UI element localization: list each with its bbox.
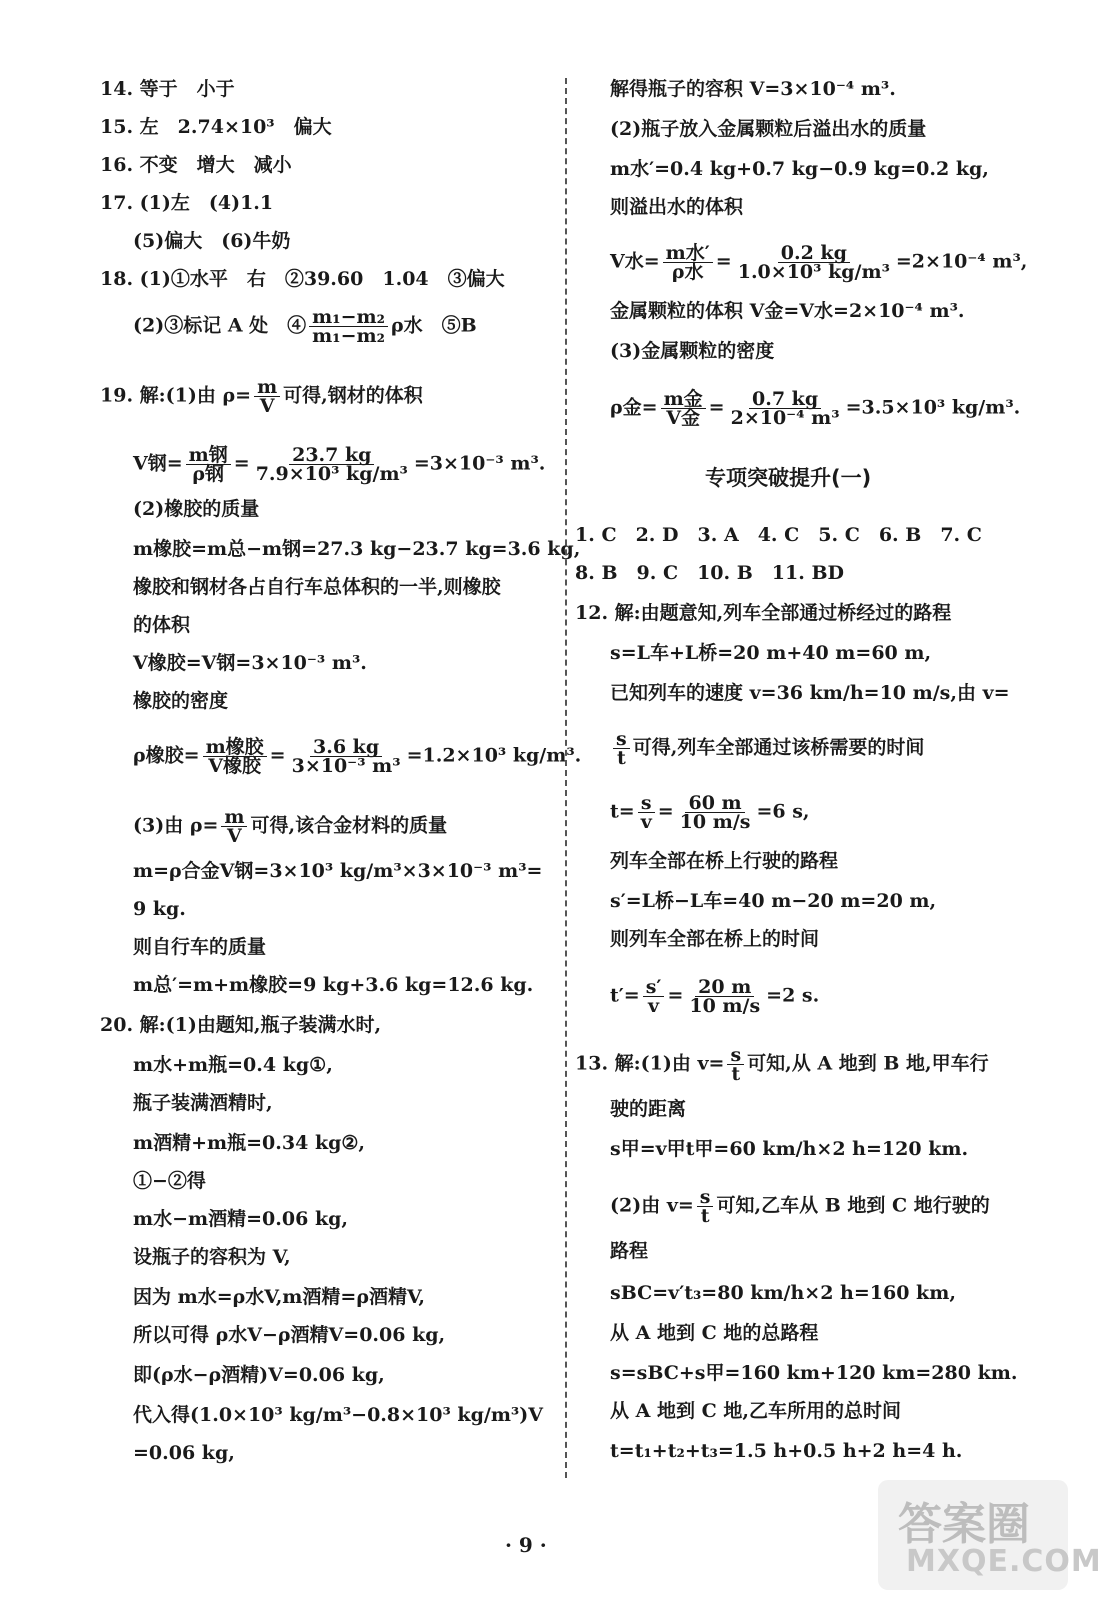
formula-v-gang: V钢= $\frac{\text{m钢}}{\text{ρ钢}}$ = $\frac{23.7 kg}{\text{7.9×10³ kg/m³}}$ =3×10⁻³ m³.: [133, 444, 546, 485]
numerator: s: [697, 1188, 714, 1207]
fraction: [203, 738, 267, 775]
numerator: 0.2 kg: [778, 244, 850, 263]
formula-t-prime: t′= $\frac{s'}{v}$ = $\frac{20 m}{10 m/s}$ =2 s.: [610, 976, 820, 1017]
denominator: V橡胶: [208, 755, 261, 777]
fraction: [735, 244, 893, 281]
numerator: s′: [643, 978, 665, 997]
text: ρ金=: [610, 396, 658, 419]
formula-v-shui: V水= $\frac{\text{m水′}}{\text{ρ水}}$ = $\frac{0.2 kg}{\text{1.0×10³ kg/m³}}$ =2×10⁻⁴ m³,: [610, 242, 1028, 283]
denominator: ρ水: [671, 261, 704, 283]
denominator: v: [648, 995, 660, 1017]
numerator: m: [221, 808, 247, 827]
denominator: V: [227, 825, 242, 847]
text-line: 驶的距离: [610, 1098, 687, 1120]
text-line: m=ρ合金V钢=3×10³ kg/m³×3×10⁻³ m³=: [133, 860, 543, 882]
denominator: 7.9×10³ kg/m³: [255, 463, 408, 485]
denominator: 10 m/s: [689, 995, 761, 1017]
text: =3×10⁻³ m³.: [413, 452, 546, 475]
numerator: m橡胶: [203, 738, 267, 757]
numerator: m金: [661, 390, 706, 409]
text-line: 设瓶子的容积为 V,: [133, 1246, 291, 1268]
answer-16: 16. 不变 增大 减小: [100, 154, 292, 176]
text: =2×10⁻⁴ m³,: [895, 250, 1028, 273]
text-line: (3)金属颗粒的密度: [610, 340, 775, 362]
text-line: 的体积: [133, 614, 191, 636]
text-line: s甲=v甲t甲=60 km/h×2 h=120 km.: [610, 1138, 969, 1160]
text-line: 9 kg.: [133, 898, 186, 920]
text: V水=: [610, 250, 660, 273]
text-line: 列车全部在桥上行驶的路程: [610, 850, 839, 872]
answer-14: 14. 等于 小于: [100, 78, 235, 100]
text-line: 从 A 地到 C 地的总路程: [610, 1322, 819, 1344]
fraction: [661, 390, 706, 427]
text-line: m总′=m+m橡胶=9 kg+3.6 kg=12.6 kg.: [133, 974, 534, 996]
text-line: 路程: [610, 1240, 649, 1262]
formula-t: t= $\frac{s}{v}$ = $\frac{60 m}{10 m/s}$ =6 s,: [610, 792, 810, 833]
numerator: 20 m: [695, 978, 754, 997]
answer-15: 15. 左 2.74×10³ 偏大: [100, 116, 332, 138]
text: ρ橡胶=: [133, 744, 200, 767]
text-line: m水−m酒精=0.06 kg,: [133, 1208, 349, 1230]
fraction: [643, 978, 665, 1015]
fraction: [309, 308, 388, 345]
numerator: m₁−m₂: [309, 308, 388, 327]
answer-18: 18. (1)①水平 右 ②39.60 1.04 ③偏大: [100, 268, 505, 290]
text: =2 s.: [766, 984, 820, 1007]
text-line: s′=L桥−L车=40 m−20 m=20 m,: [610, 890, 937, 912]
watermark-logo: [878, 1480, 1102, 1590]
numerator: s: [613, 730, 630, 749]
text: 19. 解:(1)由 ρ=: [100, 384, 252, 407]
denominator: V: [259, 395, 275, 417]
text: 可知,从 A 地到 B 地,甲车行: [747, 1052, 989, 1075]
denominator: ρ钢: [192, 463, 225, 485]
answer-20: 20. 解:(1)由题知,瓶子装满水时,: [100, 1014, 382, 1036]
fraction: [677, 794, 754, 831]
text-line: =0.06 kg,: [133, 1442, 235, 1464]
formula-rho-jin: ρ金= $\frac{\text{m金}}{\text{V金}}$ = $\frac{0.7 kg}{\text{2×10⁻⁴ m³}}$ =3.5×10³ kg/m³.: [610, 388, 1021, 429]
answer-17: 17. (1)左 (4)1.1: [100, 192, 274, 214]
fraction: [254, 378, 280, 415]
answer-17-cont: (5)偏大 (6)牛奶: [133, 230, 291, 252]
text-line: 即(ρ水−ρ酒精)V=0.06 kg,: [133, 1364, 385, 1386]
text-line: (2)瓶子放入金属颗粒后溢出水的质量: [610, 118, 927, 140]
text-line: 金属颗粒的体积 V金=V水=2×10⁻⁴ m³.: [610, 300, 965, 322]
numerator: m水′: [663, 244, 713, 263]
fraction: [221, 808, 247, 845]
numerator: s: [638, 794, 655, 813]
numerator: s: [727, 1046, 744, 1065]
text-line: [610, 730, 924, 767]
text: =3.5×10³ kg/m³.: [845, 396, 1021, 419]
text-line: 橡胶和钢材各占自行车总体积的一半,则橡胶: [133, 576, 501, 598]
text-line: m水+m瓶=0.4 kg①,: [133, 1054, 333, 1076]
text: (2)由 v=: [610, 1194, 694, 1217]
numerator: 60 m: [685, 794, 744, 813]
fraction: [663, 244, 713, 281]
section-heading: 专项突破提升(一): [705, 466, 872, 490]
denominator: t: [700, 1205, 710, 1227]
fraction: [728, 390, 843, 427]
text: 13. 解:(1)由 v=: [575, 1052, 725, 1075]
choice-answers-1: 1. C 2. D 3. A 4. C 5. C 6. B 7. C: [575, 524, 982, 546]
choice-answers-2: 8. B 9. C 10. B 11. BD: [575, 562, 845, 584]
text: ρ水 ⑤B: [390, 314, 477, 337]
denominator: t: [731, 1063, 741, 1085]
formula-rho-xj: ρ橡胶= $\frac{\text{m橡胶}}{\text{V橡胶}}$ = $\frac{3.6 kg}{\text{3×10⁻³ m³}}$ =1.2×10³ kg/m³.: [133, 736, 582, 777]
text-line: s=L车+L桥=20 m+40 m=60 m,: [610, 642, 932, 664]
text: 可得,该合金材料的质量: [250, 814, 448, 837]
watermark-url: MXQE.COM: [906, 1544, 1102, 1579]
text-line: m水′=0.4 kg+0.7 kg−0.9 kg=0.2 kg,: [610, 158, 989, 180]
text: (2)③标记 A 处 ④: [133, 314, 307, 337]
text-line: 则溢出水的体积: [610, 196, 744, 218]
text-line: 橡胶的密度: [133, 690, 229, 712]
numerator: 3.6 kg: [310, 738, 382, 757]
fraction: [186, 446, 231, 483]
text-line: m酒精+m瓶=0.34 kg②,: [133, 1132, 366, 1154]
page-number: · 9 ·: [505, 1533, 547, 1557]
text-line: 从 A 地到 C 地,乙车所用的总时间: [610, 1400, 901, 1422]
text-line: ①−②得: [133, 1170, 206, 1192]
numerator: 23.7 kg: [289, 446, 374, 465]
numerator: m钢: [186, 446, 231, 465]
answer-19: [100, 378, 423, 415]
fraction: [727, 1046, 744, 1083]
denominator: 1.0×10³ kg/m³: [737, 261, 890, 283]
text: =1.2×10³ kg/m³.: [406, 744, 582, 767]
numerator: 0.7 kg: [749, 390, 821, 409]
fraction: [613, 730, 630, 767]
text-line: s=sBC+s甲=160 km+120 km=280 km.: [610, 1362, 1018, 1384]
text-line: 因为 m水=ρ水V,m酒精=ρ酒精V,: [133, 1286, 426, 1308]
text-line: 代入得(1.0×10³ kg/m³−0.8×10³ kg/m³)V: [133, 1404, 543, 1426]
denominator: t: [616, 747, 626, 769]
denominator: 10 m/s: [679, 811, 751, 833]
fraction: [638, 794, 655, 831]
text-line: 则列车全部在桥上的时间: [610, 928, 820, 950]
column-divider: [565, 78, 567, 1478]
text-line: (2)橡胶的质量: [133, 498, 260, 520]
text-line: 所以可得 ρ水V−ρ酒精V=0.06 kg,: [133, 1324, 446, 1346]
text-line: 已知列车的速度 v=36 km/h=10 m/s,由 v=: [610, 682, 1010, 704]
text-line: sBC=v′t₃=80 km/h×2 h=160 km,: [610, 1282, 956, 1304]
text: V钢=: [133, 452, 183, 475]
text-line: t=t₁+t₂+t₃=1.5 h+0.5 h+2 h=4 h.: [610, 1440, 963, 1462]
text-line: 则自行车的质量: [133, 936, 267, 958]
answer-12: 12. 解:由题意知,列车全部通过桥经过的路程: [575, 602, 952, 624]
text-line: 解得瓶子的容积 V=3×10⁻⁴ m³.: [610, 78, 896, 100]
text: 可得,钢材的体积: [283, 384, 423, 407]
text: 可得,列车全部通过该桥需要的时间: [632, 736, 925, 759]
text-line: 瓶子装满酒精时,: [133, 1092, 273, 1114]
denominator: m₁−m₂: [312, 325, 385, 347]
text: =6 s,: [756, 800, 810, 823]
answer-13: [575, 1046, 989, 1083]
fraction: [686, 978, 763, 1015]
text-line: V橡胶=V钢=3×10⁻³ m³.: [133, 652, 367, 674]
watermark-brand: 答案圈: [898, 1499, 1030, 1550]
text: t′=: [610, 984, 640, 1007]
numerator: m: [254, 378, 280, 397]
answer-18-part2: [133, 308, 477, 345]
denominator: V金: [666, 407, 700, 429]
denominator: 2×10⁻⁴ m³: [730, 407, 840, 429]
fraction: [253, 446, 411, 483]
denominator: v: [640, 811, 652, 833]
text-line: m橡胶=m总−m钢=27.3 kg−23.7 kg=3.6 kg,: [133, 538, 581, 560]
denominator: 3×10⁻³ m³: [291, 755, 401, 777]
fraction: [289, 738, 404, 775]
fraction: [697, 1188, 714, 1225]
text-line: [133, 808, 447, 845]
text: t=: [610, 800, 635, 823]
text-line: [610, 1188, 990, 1225]
text: 可知,乙车从 B 地到 C 地行驶的: [716, 1194, 990, 1217]
text: (3)由 ρ=: [133, 814, 219, 837]
